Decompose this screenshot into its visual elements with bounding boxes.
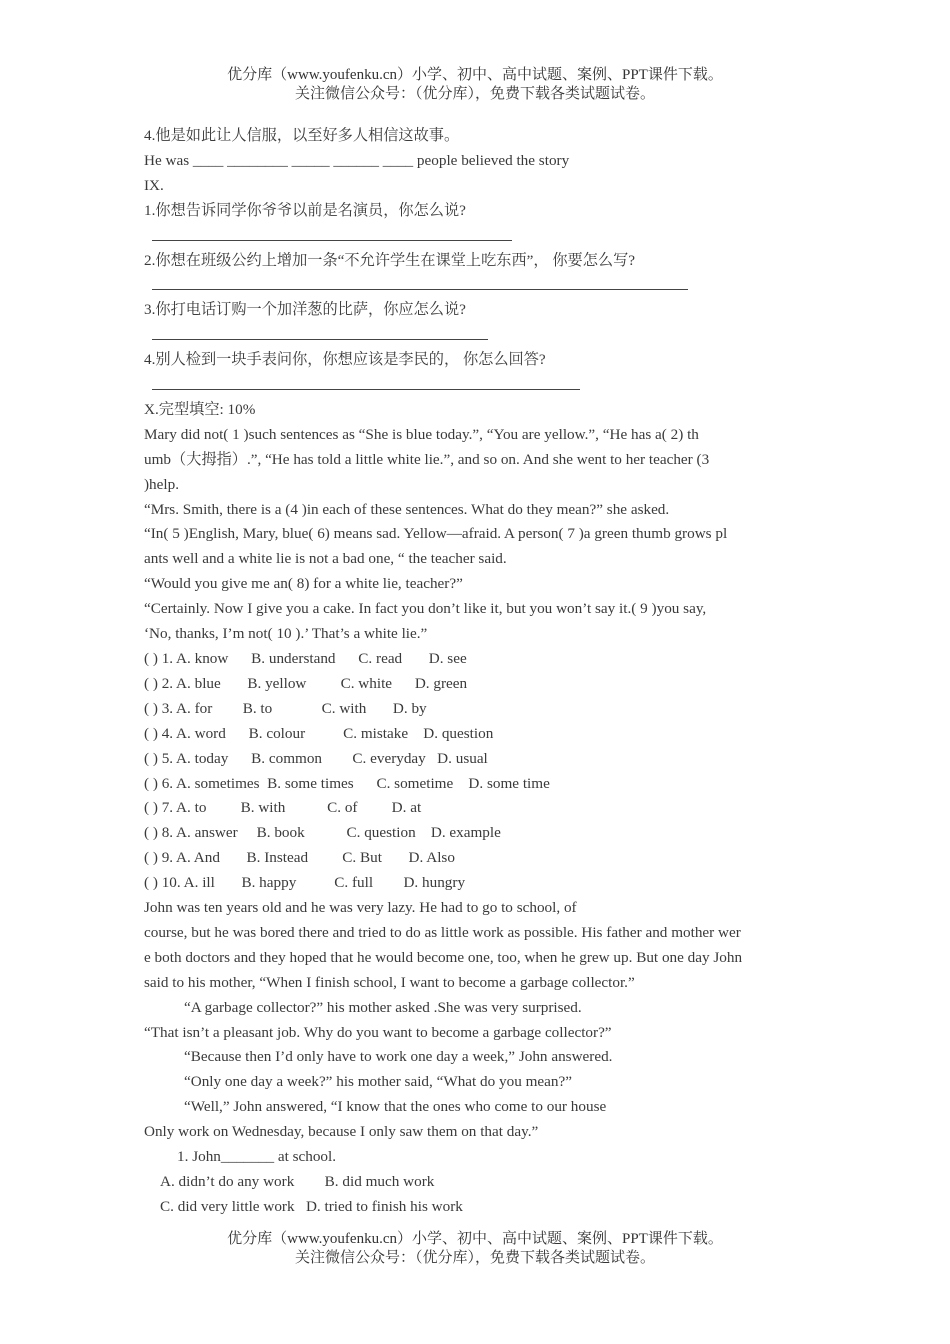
header-line-2: 关注微信公众号：（优分库），免费下载各类试题试卷。: [294, 86, 655, 102]
page-footer: [0, 1230, 950, 1268]
document-body: [144, 124, 806, 1220]
reading-dialogue-line: “Because then I’d only have to work one day a week,” John answered.: [184, 1048, 613, 1066]
reading-passage-line: course, but he was bored there and tried to do as little work as possible. His father and mother wer: [144, 923, 741, 941]
situational-question: 1.你想告诉同学你爷爷以前是名演员，你怎么说?: [144, 201, 466, 219]
reading-passage-line: John was ten years old and he was very lazy. He had to go to school, of: [144, 899, 577, 917]
cloze-option-row: ( ) 10. A. ill B. happy C. full D. hungry: [144, 874, 466, 892]
cloze-option-row: ( ) 9. A. And B. Instead C. But D. Also: [144, 849, 455, 867]
reading-dialogue-line: “Well,” John answered, “I know that the ones who come to our house: [184, 1098, 607, 1116]
cloze-option-row: ( ) 1. A. know B. understand C. read D. see: [144, 649, 467, 667]
reading-passage-line: said to his mother, “When I finish school, I want to become a garbage collector.”: [144, 973, 635, 991]
answer-blank: [144, 373, 806, 398]
reading-passage-line: e both doctors and they hoped that he would become one, too, when he grew up. But one day John: [144, 948, 743, 966]
header-line-1: 优分库（www.youfenku.cn）小学、初中、高中试题、案例、PPT课件下载。: [227, 67, 723, 83]
answer-blank: [144, 224, 806, 249]
cloze-option-row: ( ) 8. A. answer B. book C. question D. example: [144, 824, 501, 842]
cloze-passage-line: “Would you give me an( 8) for a white lie, teacher?”: [144, 575, 463, 593]
situational-question: 3.你打电话订购一个加洋葱的比萨，你应怎么说?: [144, 301, 466, 319]
question-prompt: 4.他是如此让人信服，以至好多人相信这故事。: [144, 127, 460, 144]
answer-blank: [144, 323, 806, 348]
situational-question: 4.别人检到一块手表问你，你想应该是李民的， 你怎么回答?: [144, 351, 546, 369]
answer-blank: [144, 273, 806, 298]
footer-line-2: 关注微信公众号：（优分库），免费下载各类试题试卷。: [294, 1250, 655, 1266]
reading-dialogue-line: “Only one day a week?” his mother said, “What do you mean?”: [184, 1073, 572, 1091]
section-heading-ix: IX.: [144, 176, 164, 194]
cloze-passage-line: ‘No, thanks, I’m not( 10 ).’ That’s a white lie.”: [144, 625, 428, 643]
situational-question: 2.你想在班级公约上增加一条“不允许学生在课堂上吃东西”， 你要怎么写?: [144, 251, 636, 269]
cloze-passage-line: “In( 5 )English, Mary, blue( 6) means sad. Yellow—afraid. A person( 7 )a green thumb grows pl: [144, 525, 728, 543]
cloze-option-row: ( ) 7. A. to B. with C. of D. at: [144, 799, 422, 817]
cloze-passage-line: umb（大拇指）.”, “He has told a little white lie.”, and so on. And she went to her teacher (3: [144, 450, 710, 468]
question-answer-line: He was ____ ________ _____ ______ ____ people believed the story: [144, 151, 570, 169]
reading-dialogue-line: “A garbage collector?” his mother asked .She was very surprised.: [184, 998, 582, 1016]
cloze-option-row: ( ) 3. A. for B. to C. with D. by: [144, 699, 427, 717]
reading-dialogue-line: Only work on Wednesday, because I only saw them on that day.”: [144, 1123, 539, 1141]
cloze-passage-line: )help.: [144, 475, 180, 493]
cloze-passage-line: “Certainly. Now I give you a cake. In fact you don’t like it, but you won’t say it.( 9 )you say,: [144, 600, 707, 618]
cloze-passage-line: “Mrs. Smith, there is a (4 )in each of these sentences. What do they mean?” she asked.: [144, 500, 670, 518]
reading-dialogue-line: “That isn’t a pleasant job. Why do you want to become a garbage collector?”: [144, 1023, 612, 1041]
cloze-option-row: ( ) 4. A. word B. colour C. mistake D. question: [144, 724, 494, 742]
page-header: [0, 66, 950, 104]
footer-line-1: 优分库（www.youfenku.cn）小学、初中、高中试题、案例、PPT课件下载。: [227, 1231, 723, 1247]
cloze-option-row: ( ) 2. A. blue B. yellow C. white D. green: [144, 674, 468, 692]
cloze-passage-line: Mary did not( 1 )such sentences as “She is blue today.”, “You are yellow.”, “He has a( 2) th: [144, 425, 699, 443]
reading-option-row: C. did very little work D. tried to finish his work: [160, 1197, 463, 1215]
reading-question: 1. John_______ at school.: [177, 1148, 337, 1166]
section-heading-x: X.完型填空: 10%: [144, 400, 256, 418]
cloze-passage-line: ants well and a white lie is not a bad one, “ the teacher said.: [144, 550, 507, 568]
cloze-option-row: ( ) 5. A. today B. common C. everyday D. usual: [144, 749, 488, 767]
reading-option-row: A. didn’t do any work B. did much work: [160, 1173, 435, 1190]
cloze-option-row: ( ) 6. A. sometimes B. some times C. sometime D. some time: [144, 774, 550, 792]
